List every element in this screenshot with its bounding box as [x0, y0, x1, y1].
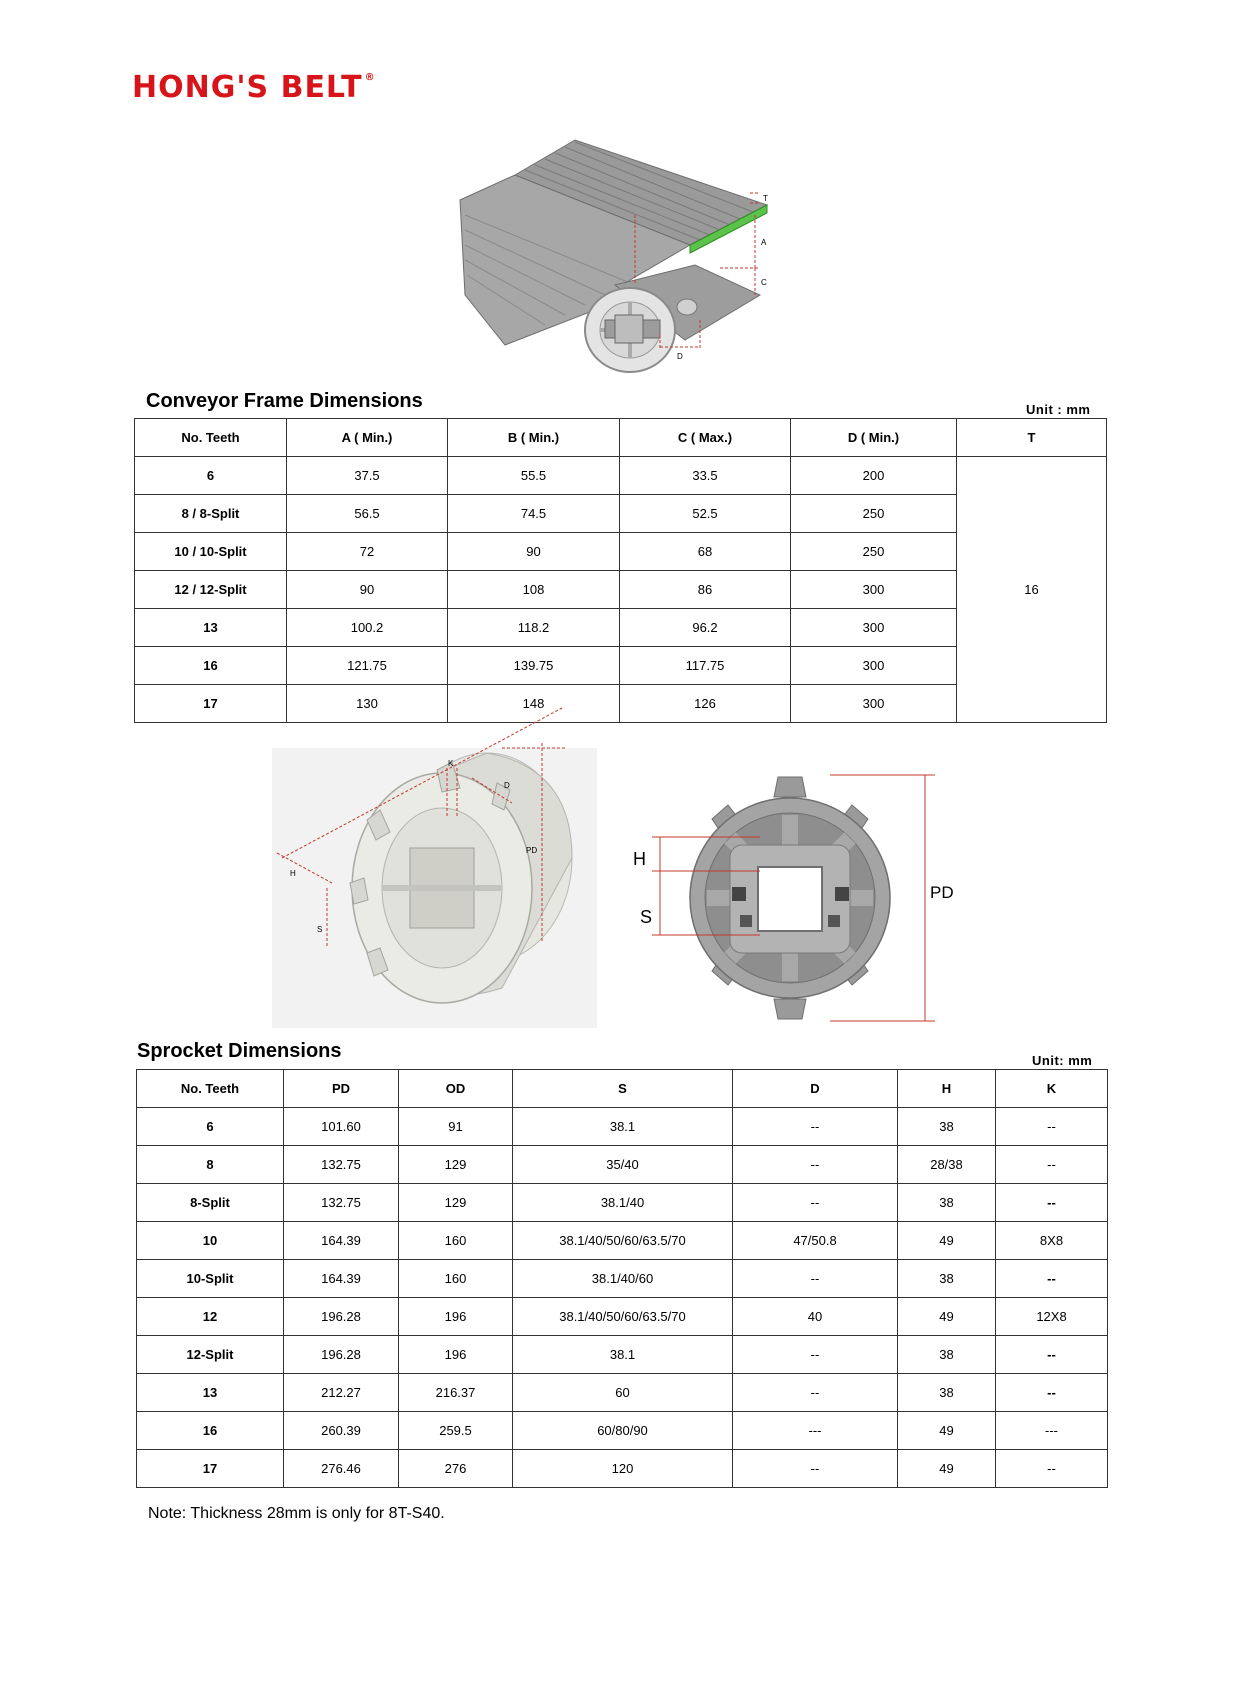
value-cell: -- — [996, 1108, 1108, 1146]
teeth-cell: 13 — [135, 609, 287, 647]
dim-label-pd: PD — [526, 846, 538, 855]
value-cell: 164.39 — [284, 1260, 399, 1298]
conveyor-belt-illustration — [455, 135, 815, 380]
teeth-cell: 16 — [135, 647, 287, 685]
teeth-cell: 13 — [137, 1374, 284, 1412]
value-cell: 276 — [399, 1450, 513, 1488]
value-cell: 47/50.8 — [733, 1222, 898, 1260]
teeth-cell: 17 — [137, 1450, 284, 1488]
teeth-cell: 10-Split — [137, 1260, 284, 1298]
value-cell: 196 — [399, 1336, 513, 1374]
value-cell: 40 — [733, 1298, 898, 1336]
value-cell: 35/40 — [513, 1146, 733, 1184]
sprocket-dimensions-table — [136, 1069, 1108, 1488]
sprocket-unit-label: Unit: mm — [1032, 1053, 1093, 1068]
value-cell: 260.39 — [284, 1412, 399, 1450]
value-cell: 300 — [791, 647, 957, 685]
thickness-note: Note: Thickness 28mm is only for 8T-S40. — [148, 1505, 445, 1522]
value-cell: 38.1/40/60 — [513, 1260, 733, 1298]
value-cell: 101.60 — [284, 1108, 399, 1146]
table-row — [137, 1450, 1108, 1488]
value-cell: 38 — [898, 1108, 996, 1146]
value-cell: -- — [733, 1336, 898, 1374]
dim-label-k: K — [448, 759, 454, 768]
value-cell: 68 — [620, 533, 791, 571]
dim-label-s: S — [317, 925, 323, 934]
value-cell: 108 — [448, 571, 620, 609]
dim-label-s: S — [640, 907, 653, 927]
sprocket-section-title: Sprocket Dimensions — [137, 1040, 342, 1062]
value-cell: 90 — [287, 571, 448, 609]
frame-unit-label: Unit : mm — [1026, 402, 1091, 417]
value-cell: 37.5 — [287, 457, 448, 495]
value-cell: 117.75 — [620, 647, 791, 685]
value-cell: 38 — [898, 1336, 996, 1374]
sprocket-header-cell: OD — [399, 1070, 513, 1108]
value-cell: 200 — [791, 457, 957, 495]
value-cell: 72 — [287, 533, 448, 571]
value-cell: 38 — [898, 1260, 996, 1298]
dim-label-d: D — [504, 781, 510, 790]
value-cell: --- — [996, 1412, 1108, 1450]
value-cell: 160 — [399, 1222, 513, 1260]
value-cell: 129 — [399, 1146, 513, 1184]
value-cell: 120 — [513, 1450, 733, 1488]
table-row — [137, 1184, 1108, 1222]
table-row — [137, 1336, 1108, 1374]
sprocket-header-cell: S — [513, 1070, 733, 1108]
dim-label-pd: PD — [930, 883, 954, 902]
value-cell: 28/38 — [898, 1146, 996, 1184]
dim-label-t: T — [763, 194, 768, 203]
value-cell: -- — [733, 1146, 898, 1184]
value-cell: 38.1 — [513, 1336, 733, 1374]
value-cell: 56.5 — [287, 495, 448, 533]
value-cell: 250 — [791, 495, 957, 533]
table-row — [135, 457, 1107, 495]
dim-label-h: H — [290, 869, 296, 878]
value-cell: -- — [733, 1450, 898, 1488]
value-cell: 132.75 — [284, 1184, 399, 1222]
frame-header-cell: D ( Min.) — [791, 419, 957, 457]
value-cell: -- — [996, 1260, 1108, 1298]
value-cell: 49 — [898, 1298, 996, 1336]
brand-name: HONG'S BELT — [132, 70, 363, 105]
table-row — [137, 1146, 1108, 1184]
teeth-cell: 12-Split — [137, 1336, 284, 1374]
value-cell: 96.2 — [620, 609, 791, 647]
value-cell: 100.2 — [287, 609, 448, 647]
value-cell: 38.1/40/50/60/63.5/70 — [513, 1222, 733, 1260]
value-cell: 74.5 — [448, 495, 620, 533]
value-cell: 196 — [399, 1298, 513, 1336]
value-cell: 38.1/40/50/60/63.5/70 — [513, 1298, 733, 1336]
teeth-cell: 16 — [137, 1412, 284, 1450]
value-cell: 49 — [898, 1412, 996, 1450]
teeth-cell: 12 — [137, 1298, 284, 1336]
sprocket-header-cell: H — [898, 1070, 996, 1108]
value-cell: 126 — [620, 685, 791, 723]
value-cell: 216.37 — [399, 1374, 513, 1412]
value-cell: 160 — [399, 1260, 513, 1298]
value-cell: 196.28 — [284, 1336, 399, 1374]
value-cell: 38 — [898, 1184, 996, 1222]
value-cell: 86 — [620, 571, 791, 609]
value-cell: 90 — [448, 533, 620, 571]
table-row — [137, 1412, 1108, 1450]
registered-mark: ® — [364, 72, 376, 83]
value-cell: 129 — [399, 1184, 513, 1222]
value-cell: 212.27 — [284, 1374, 399, 1412]
value-cell: 139.75 — [448, 647, 620, 685]
table-row — [137, 1222, 1108, 1260]
value-cell: -- — [733, 1184, 898, 1222]
value-cell: 121.75 — [287, 647, 448, 685]
teeth-cell: 10 — [137, 1222, 284, 1260]
teeth-cell: 17 — [135, 685, 287, 723]
teeth-cell: 12 / 12-Split — [135, 571, 287, 609]
teeth-cell: 6 — [137, 1108, 284, 1146]
teeth-cell: 6 — [135, 457, 287, 495]
value-cell: 60 — [513, 1374, 733, 1412]
dim-label-d: D — [677, 352, 683, 361]
value-cell: -- — [996, 1184, 1108, 1222]
table-row — [137, 1108, 1108, 1146]
value-cell: 250 — [791, 533, 957, 571]
value-cell: -- — [733, 1374, 898, 1412]
frame-header-row — [135, 419, 1107, 457]
value-cell: 49 — [898, 1222, 996, 1260]
value-cell: -- — [733, 1260, 898, 1298]
value-cell: 49 — [898, 1450, 996, 1488]
teeth-cell: 8 — [137, 1146, 284, 1184]
table-row — [137, 1298, 1108, 1336]
sprocket-header-cell: PD — [284, 1070, 399, 1108]
value-cell: 60/80/90 — [513, 1412, 733, 1450]
value-cell: 52.5 — [620, 495, 791, 533]
value-cell: 130 — [287, 685, 448, 723]
dim-label-a: A — [761, 238, 767, 247]
sprocket-header-cell: No. Teeth — [137, 1070, 284, 1108]
value-cell: 148 — [448, 685, 620, 723]
teeth-cell: 8-Split — [137, 1184, 284, 1222]
brand-logo — [132, 70, 376, 105]
dim-label-h: H — [633, 849, 646, 869]
value-cell: --- — [733, 1412, 898, 1450]
value-cell: 164.39 — [284, 1222, 399, 1260]
value-cell: -- — [996, 1374, 1108, 1412]
value-cell: 38.1 — [513, 1108, 733, 1146]
sprocket-front-illustration — [630, 775, 954, 1025]
value-cell: 300 — [791, 685, 957, 723]
frame-header-cell: C ( Max.) — [620, 419, 791, 457]
value-cell: 8X8 — [996, 1222, 1108, 1260]
value-cell: 300 — [791, 609, 957, 647]
value-cell: 33.5 — [620, 457, 791, 495]
sprocket-header-cell: D — [733, 1070, 898, 1108]
sprocket-angled-illustration — [272, 748, 597, 1028]
value-cell: 196.28 — [284, 1298, 399, 1336]
value-cell: 276.46 — [284, 1450, 399, 1488]
frame-header-cell: T — [957, 419, 1107, 457]
value-cell: 259.5 — [399, 1412, 513, 1450]
value-cell: 91 — [399, 1108, 513, 1146]
value-cell: -- — [996, 1146, 1108, 1184]
value-cell: 12X8 — [996, 1298, 1108, 1336]
frame-header-cell: A ( Min.) — [287, 419, 448, 457]
value-cell: 38.1/40 — [513, 1184, 733, 1222]
teeth-cell: 8 / 8-Split — [135, 495, 287, 533]
value-cell: 300 — [791, 571, 957, 609]
frame-dimensions-table — [134, 418, 1107, 723]
value-cell: -- — [996, 1450, 1108, 1488]
value-cell: -- — [733, 1108, 898, 1146]
t-value-cell: 16 — [957, 457, 1107, 723]
sprocket-header-cell: K — [996, 1070, 1108, 1108]
value-cell: 118.2 — [448, 609, 620, 647]
value-cell: -- — [996, 1336, 1108, 1374]
value-cell: 38 — [898, 1374, 996, 1412]
frame-header-cell: No. Teeth — [135, 419, 287, 457]
value-cell: 55.5 — [448, 457, 620, 495]
value-cell: 132.75 — [284, 1146, 399, 1184]
sprocket-header-row — [137, 1070, 1108, 1108]
dim-label-c: C — [761, 278, 767, 287]
table-row — [137, 1374, 1108, 1412]
frame-header-cell: B ( Min.) — [448, 419, 620, 457]
teeth-cell: 10 / 10-Split — [135, 533, 287, 571]
table-row — [137, 1260, 1108, 1298]
frame-section-title: Conveyor Frame Dimensions — [146, 390, 423, 412]
